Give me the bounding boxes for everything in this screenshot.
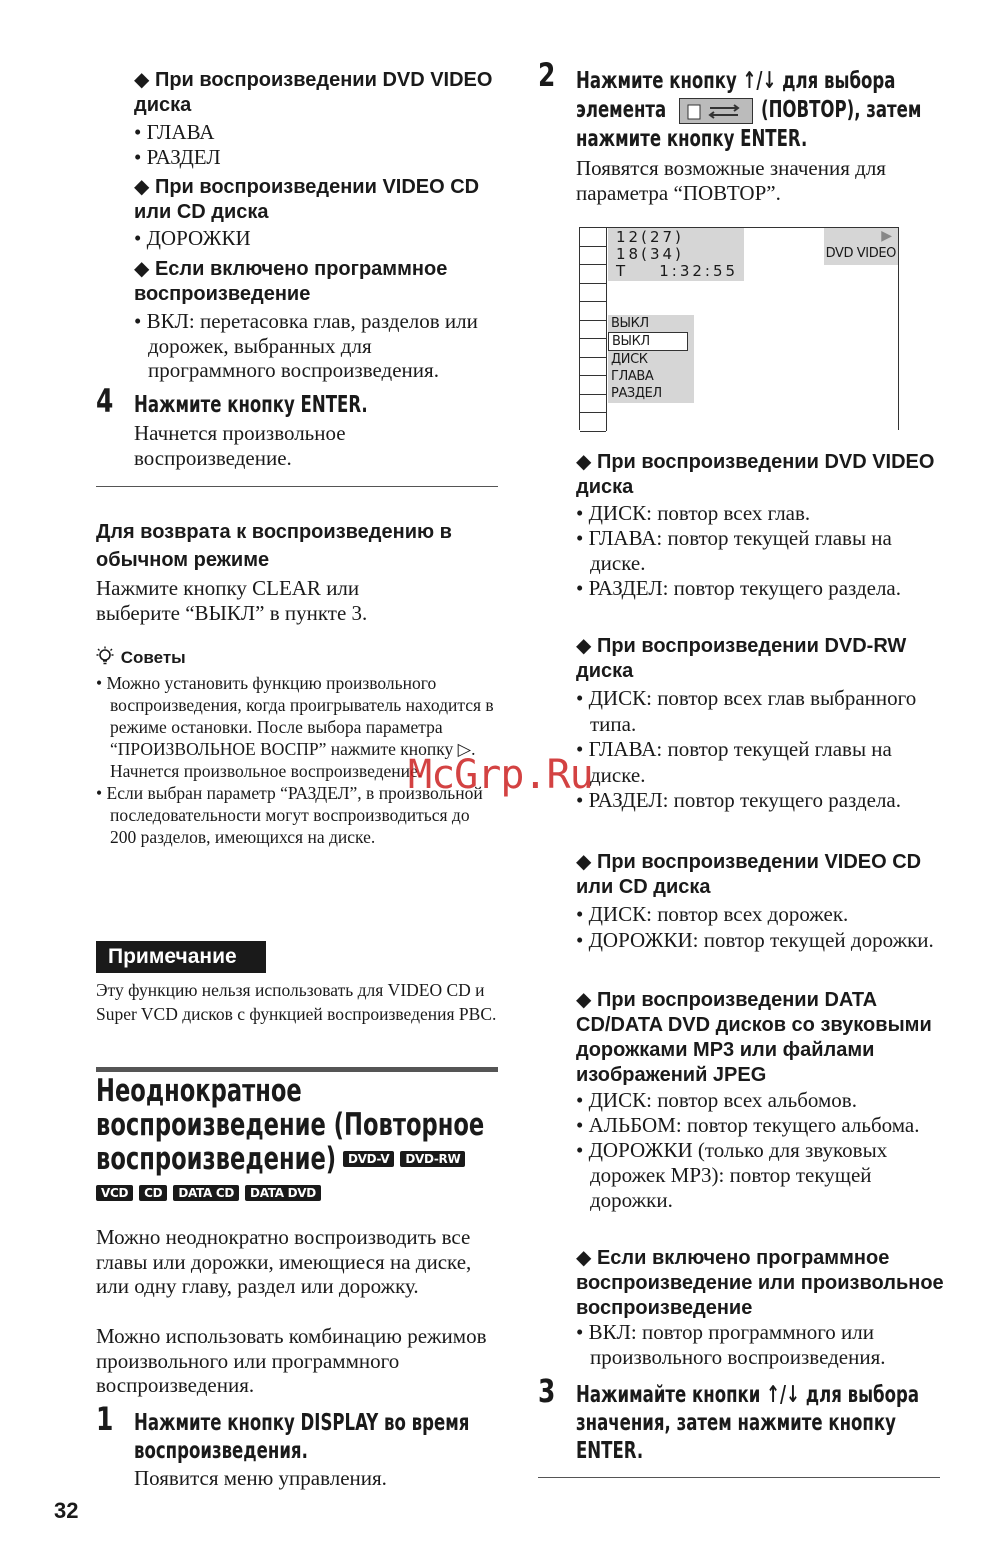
list-item: • ДИСК: повтор всех глав выбранного типа. — [576, 686, 942, 737]
tips-heading: Советы — [120, 647, 186, 667]
list-item: • ВКЛ: перетасовка глав, разделов или дорожек, выбранных для программного воспроизведения. — [134, 309, 494, 383]
subheading-video-cd: ◆ При воспроизведении VIDEO CD или CD диска — [576, 851, 922, 898]
list-item: • ДОРОЖКИ: повтор текущей дорожки. — [576, 928, 942, 954]
list-data-disc — [576, 1088, 942, 1213]
disc-badge: DATA DVD — [245, 1185, 321, 1201]
return-body: Нажмите кнопку CLEAR или выберите “ВЫКЛ” в пункте 3. — [96, 576, 368, 625]
disc-badge: DVD-RW — [400, 1151, 465, 1167]
list-item: • ДИСК: повтор всех глав. — [576, 501, 942, 526]
step-title: Нажмите кнопку DISPLAY во время воспроизведения. — [134, 1410, 470, 1464]
disc-badge: CD — [139, 1185, 167, 1201]
disc-badges-row2 — [96, 1184, 327, 1202]
subheading-program-shuffle: ◆ Если включено программное воспроизведение или произвольное воспроизведение — [576, 1247, 944, 1319]
step-title: Нажмите кнопку ENTER. — [134, 392, 368, 418]
list-item: • ДОРОЖКИ (только для звуковых дорожек MP3): повтор текущей дорожки. — [576, 1138, 942, 1213]
step-title: (ПОВТОР), затем — [761, 97, 922, 123]
note-body: Эту функцию нельзя использовать для VIDEO CD и Super VCD дисков с функцией воспроизведения PBC. — [96, 980, 497, 1024]
divider — [96, 486, 498, 487]
list-item: • ВКЛ: повтор программного или произвольного воспроизведения. — [576, 1320, 942, 1370]
step-title: элемента — [576, 97, 667, 123]
disc-badges-row1 — [343, 1150, 471, 1168]
step-number: 1 — [96, 1400, 114, 1438]
list-video-cd — [576, 902, 942, 953]
osd-options-panel — [608, 315, 694, 403]
step-body: Появятся возможные значения для параметра “ПОВТОР”. — [576, 156, 886, 205]
list-item: • АЛЬБОМ: повтор текущего альбома. — [576, 1113, 942, 1138]
list-program-shuffle — [576, 1320, 942, 1370]
osd-current-value: ВЫКЛ — [611, 316, 649, 331]
play-icon: ▶ — [881, 229, 892, 244]
disc-badge: DATA CD — [173, 1185, 239, 1201]
repeat-icon — [679, 98, 753, 124]
list-item: • РАЗДЕЛ: повтор текущего раздела. — [576, 576, 942, 601]
list-item: • ДИСК: повтор всех дорожек. — [576, 902, 942, 928]
step-number: 3 — [538, 1372, 556, 1410]
step-title-row — [576, 96, 946, 125]
section-title-line: Неоднократное — [96, 1073, 302, 1109]
step-number: 2 — [538, 56, 556, 94]
section-rule — [96, 1067, 498, 1072]
osd-option[interactable]: ГЛАВА — [611, 369, 654, 384]
subheading-program: ◆ Если включено программное воспроизведение — [134, 258, 448, 305]
step-body: Начнется произвольное воспроизведение. — [134, 421, 346, 470]
section-title-line: воспроизведение (Повторное — [96, 1107, 485, 1143]
divider — [538, 1477, 940, 1478]
disc-badge: VCD — [96, 1185, 133, 1201]
note-heading: Примечание — [108, 945, 237, 968]
osd-chapter-line: 12(27) — [616, 228, 684, 246]
list-item: • ГЛАВА: повтор текущей главы на диске. — [576, 737, 942, 788]
osd-option-selected[interactable]: ВЫКЛ — [608, 332, 688, 351]
return-heading: Для возврата к воспроизведению в обычном режиме — [96, 521, 452, 571]
list-program — [134, 309, 494, 383]
list-item: • РАЗДЕЛ — [134, 145, 494, 170]
list-item: • ГЛАВА: повтор текущей главы на диске. — [576, 526, 942, 576]
osd-option[interactable]: РАЗДЕЛ — [611, 386, 662, 401]
step-title: Нажмите кнопку ↑/↓ для выбора — [576, 68, 896, 94]
disc-badge: DVD-V — [343, 1151, 394, 1167]
osd-disc-type: DVD VIDEO — [825, 246, 896, 261]
osd-info-panel — [608, 228, 744, 281]
list-dvd-video — [576, 501, 942, 601]
intro-paragraph: Можно неоднократно воспроизводить все главы или дорожки, имеющиеся на диске, или одну главу, раздел или дорожку. — [96, 1225, 472, 1298]
subheading-dvd-video: ◆ При воспроизведении DVD VIDEO диска — [134, 69, 493, 116]
subheading-video-cd: ◆ При воспроизведении VIDEO CD или CD диска — [134, 176, 480, 223]
subheading-dvd-video: ◆ При воспроизведении DVD VIDEO диска — [576, 451, 935, 498]
osd-side-panel — [580, 228, 607, 431]
list-dvd-rw — [576, 686, 942, 814]
step-body: Появится меню управления. — [134, 1466, 387, 1490]
list-item: • ДИСК: повтор всех альбомов. — [576, 1088, 942, 1113]
watermark: McGrp.Ru — [408, 752, 593, 798]
subheading-data-disc: ◆ При воспроизведении DATA CD/DATA DVD дисков со звуковыми дорожками MP3 или файлами изображений JPEG — [576, 989, 932, 1086]
tips-heading-row — [96, 646, 186, 671]
osd-time-line: T 1:32:55 — [616, 262, 739, 280]
list-item: • РАЗДЕЛ: повтор текущего раздела. — [576, 788, 942, 814]
osd-screen — [579, 227, 899, 430]
step-number: 4 — [96, 382, 114, 420]
list-video-cd — [134, 226, 494, 251]
list-item: • ДОРОЖКИ — [134, 226, 494, 251]
osd-option[interactable]: ДИСК — [611, 352, 648, 367]
intro-paragraph: Можно использовать комбинацию режимов произвольного или программного воспроизведения. — [96, 1324, 487, 1397]
step-title: нажмите кнопку ENTER. — [576, 126, 808, 152]
tip-item: • Можно установить функцию произвольного воспроизведения, когда проигрыватель находится в режиме остановки. После выбора параметра “ПРОИЗВОЛЬНОЕ ВОСПР” нажмите кнопку ▷. Начнется произвольное воспроизведение. — [96, 672, 496, 782]
section-title-line: воспроизведение) — [96, 1141, 337, 1177]
tip-item: • Если выбран параметр “РАЗДЕЛ”, в произвольной последовательности могут воспроизводиться до 200 разделов, имеющихся на диске. — [96, 782, 496, 848]
subheading-dvd-rw: ◆ При воспроизведении DVD-RW диска — [576, 635, 907, 682]
osd-title-line: 18(34) — [616, 245, 684, 263]
list-dvd-video — [134, 120, 494, 169]
list-item: • ГЛАВА — [134, 120, 494, 145]
lightbulb-icon — [96, 646, 116, 671]
osd-status-panel — [824, 228, 898, 265]
page-number: 32 — [54, 1498, 79, 1523]
step-title: Нажимайте кнопки ↑/↓ для выбора значения, затем нажмите кнопку ENTER. — [576, 1382, 920, 1464]
note-heading-box — [96, 941, 266, 973]
